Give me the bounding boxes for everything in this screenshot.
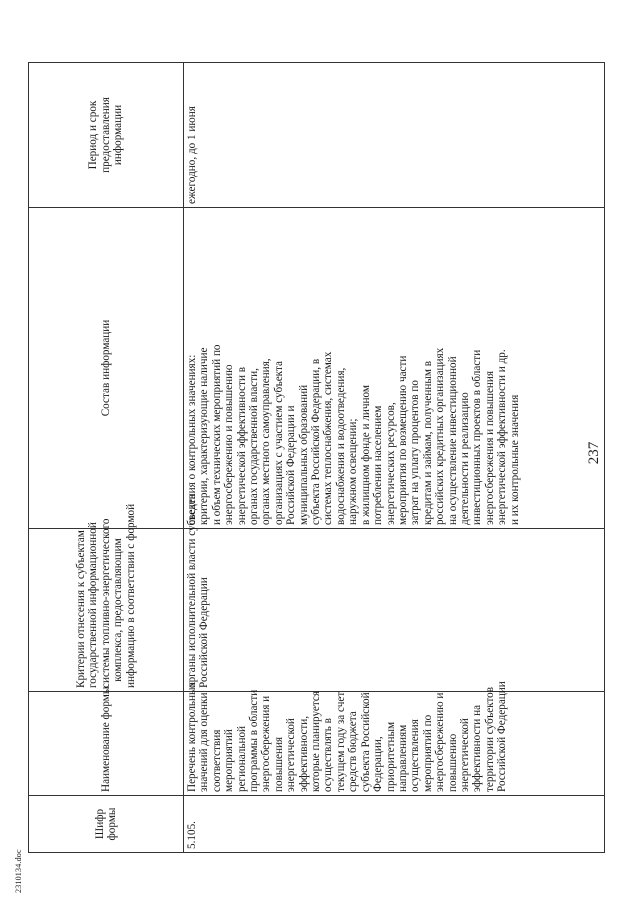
text-line: энергосбережения и [260,695,273,792]
text-line: системах теплоснабжения, системах [322,351,335,525]
text-line: критерии, характеризующие наличие [198,347,211,525]
text-line: формы [106,807,118,841]
text-line: организациях с участием субъекта [272,361,285,525]
text-line: муниципальных образований [297,384,310,525]
header-period-cell [29,63,184,208]
text-line: энергетической эффективности и др. [496,349,509,525]
document-code: 2310134.doc [14,849,23,893]
text-line: региональной [235,725,248,792]
text-line: инвестиционных проектов в области [471,349,484,525]
text-line: энергетической [458,718,471,792]
text-line: наружном освещении; [347,418,360,525]
text-line: повышению [446,733,459,792]
text-line: энергетической эффективности в [235,366,248,525]
text-line: потреблении населением [372,405,385,525]
text-line: мероприятий [223,729,236,792]
text-line: на осуществление инвестиционной [446,356,459,525]
text-line: ежегодно, до 1 июня [186,106,198,204]
text-line: российских кредитных организациях [434,347,447,525]
text-line: средств бюджета [347,711,360,792]
text-line: затрат на уплату процентов по [409,380,422,525]
text-line: территории субъектов [483,686,496,792]
text-line: повышения [272,736,285,792]
text-line: Российской Федерации и [285,405,298,525]
header-criteria-cell [29,503,184,692]
form-code-cell: 5.105. [184,796,605,853]
composition-cell [184,208,605,529]
text-line: Перечень контрольных [186,681,198,792]
text-line: деятельности и реализацию [458,392,471,525]
text-line: значений для оценки [198,692,211,792]
text-line: мероприятий по [421,714,434,792]
text-line: соответствия [210,729,223,792]
text-line: комплекса, предоставляющим [112,538,125,682]
text-line: Российской Федерации [198,577,211,688]
text-line: государственной информационной [87,522,100,688]
text-line: программы в области [248,689,261,792]
text-line: Шифр [93,808,106,840]
text-line: мероприятия по возмещению части [396,355,409,525]
text-line: и объем технических мероприятий по [210,344,223,525]
text-line: субъекта Российской [359,692,372,792]
text-line: осуществления [409,719,422,792]
text-line: системы топливно-энергетического [99,518,112,688]
table-row [184,63,605,853]
text-line: предоставления [99,97,112,173]
text-line: Российской Федерации [496,681,509,792]
text-line: водоснабжения и водоотведения, [334,367,347,525]
text-line: энергосбережению и повышению [223,364,236,525]
text-line: эффективности на [471,704,484,792]
text-line: которые планируется [310,690,323,792]
text-line: энергетических ресурсов, [384,402,397,525]
text-line: в жилищном фонде и личном [359,385,372,525]
text-line: субъекта Российской Федерации, в [310,358,323,525]
text-line: сведения о контрольных значениях: [186,354,198,525]
text-line: органах местного самоуправления, [260,358,273,525]
text-line: кредитам и займам, полученным в [421,360,434,525]
text-line: Критерии отнесения к субъектам [74,530,87,688]
text-line: Состав информации [99,319,112,417]
text-line: информации [112,104,125,166]
header-name-cell [29,686,184,796]
criteria-cell [184,494,605,692]
header-code-cell [29,796,184,853]
text-line: эффективности, [297,715,310,792]
text-line: органы исполнительной власти субъекта [186,494,198,688]
text-line: осуществлять в [322,718,335,792]
text-line: информацию в соответствии с формой [124,503,137,688]
page-number: 237 [586,441,602,465]
text-line: энергосбережения и повышения [483,370,496,525]
table-header-row [29,63,184,853]
period-cell [184,63,605,208]
text-line: энергосбережению и [434,692,447,792]
text-line: приоритетным [384,721,397,792]
text-line: направлениям [396,724,409,792]
header-composition-cell [29,208,184,529]
text-line: и их контрольные значения [508,394,521,525]
text-line: органах государственной власти, [248,368,261,525]
form-name-cell [184,681,605,796]
forms-table [28,62,605,853]
text-line: текущем году за счет [334,691,347,792]
text-line: Федерации, [372,736,385,792]
text-line: Период и срок [87,100,100,170]
text-line: энергетической [285,718,298,792]
text-line: Наименование формы [99,686,112,792]
